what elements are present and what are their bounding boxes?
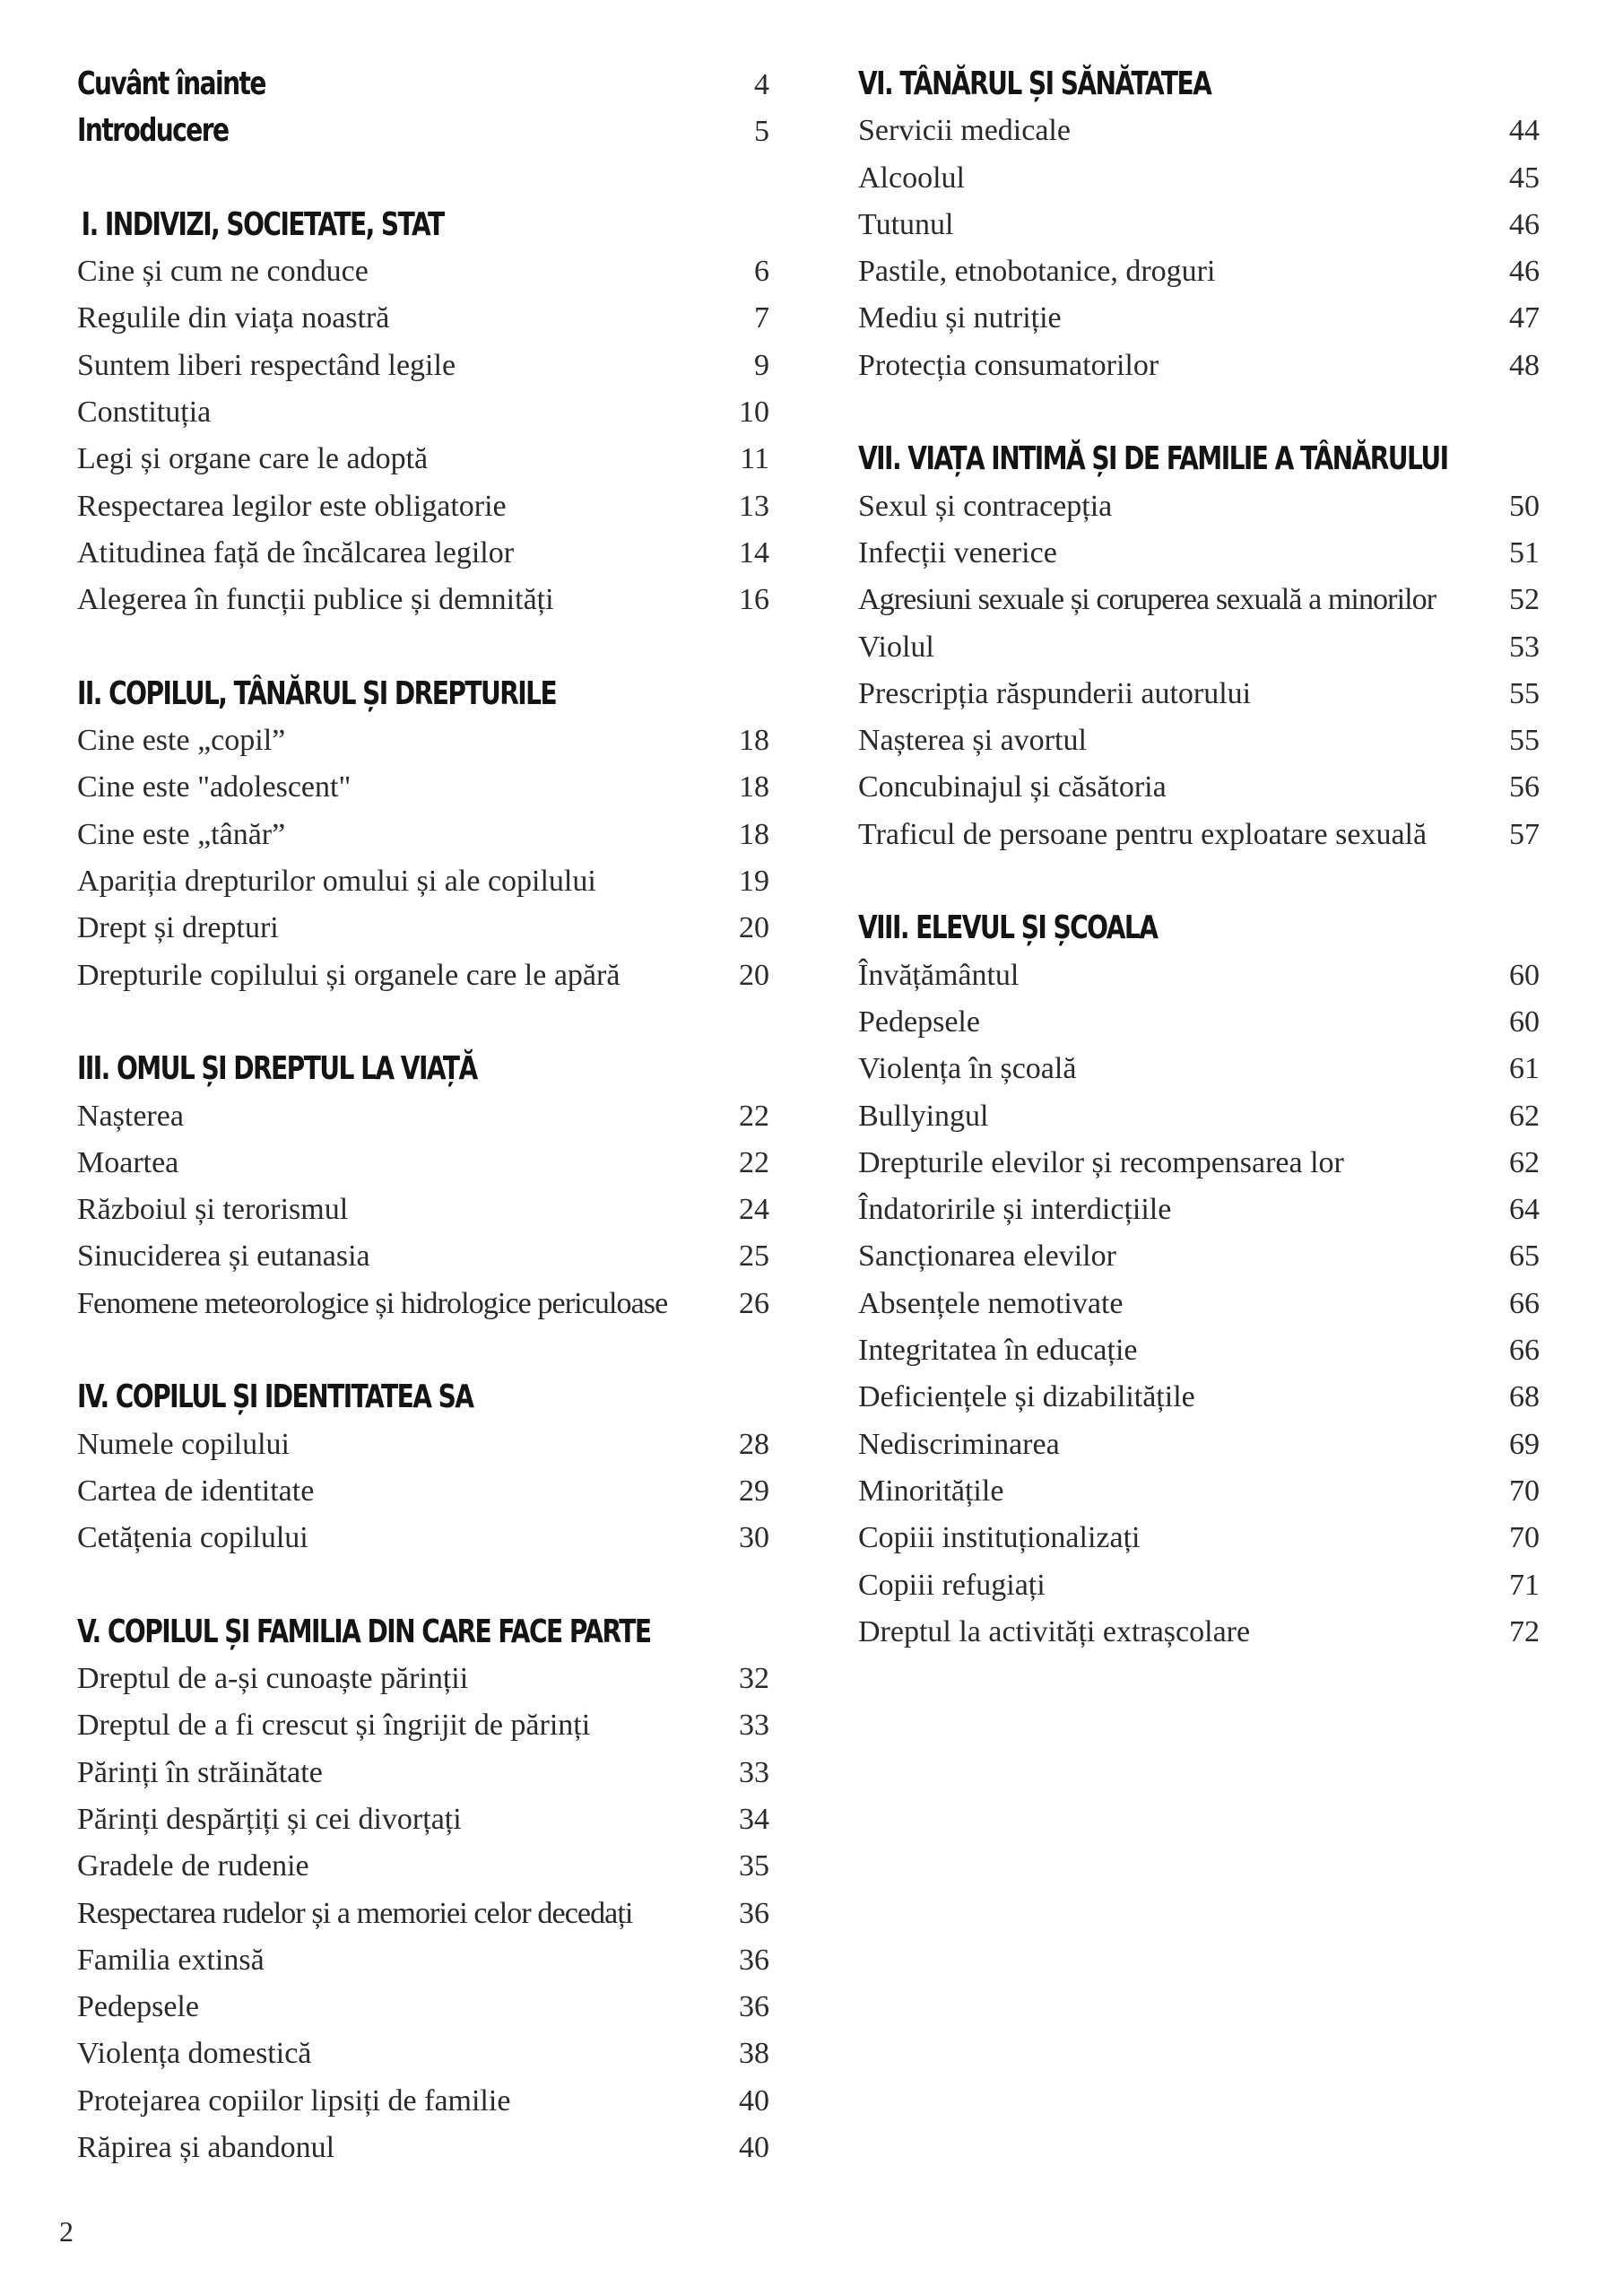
toc-entry-page: 18: [739, 770, 769, 804]
toc-entry-title: Copiii instituționalizați: [858, 1521, 1141, 1555]
toc-entry[interactable]: [858, 812, 1540, 858]
toc-entry-title: Constituția: [77, 396, 212, 430]
toc-entry[interactable]: [77, 764, 769, 811]
toc-entry-title: Cine este "adolescent": [77, 770, 352, 804]
toc-entry[interactable]: [77, 1187, 769, 1233]
toc-entry-title: Războiul și terorismul: [77, 1193, 349, 1227]
toc-entry-page: 9: [754, 348, 769, 382]
toc-entry[interactable]: [858, 1093, 1540, 1140]
toc-entry-page: 16: [739, 583, 769, 617]
toc-entry-page: 36: [739, 1943, 769, 1977]
toc-entry-title: Minoritățile: [858, 1474, 1004, 1508]
spacer: [858, 858, 1540, 905]
toc-entry[interactable]: [858, 530, 1540, 577]
toc-entry-title: Protecția consumatorilor: [858, 348, 1159, 382]
toc-entry-page: 26: [739, 1286, 769, 1320]
toc-entry-title: Cine este „tânăr”: [77, 817, 286, 851]
toc-entry[interactable]: [77, 1891, 769, 1937]
toc-entry-page: 35: [739, 1849, 769, 1883]
toc-entry-page: 34: [739, 1802, 769, 1836]
toc-entry[interactable]: [77, 1468, 769, 1515]
toc-entry-page: 33: [739, 1755, 769, 1789]
toc-entry-page: 24: [739, 1193, 769, 1227]
toc-entry-page: 53: [1509, 630, 1540, 664]
toc-left-column: [77, 61, 769, 2171]
toc-entry[interactable]: [77, 1233, 769, 1280]
toc-entry-page: 57: [1509, 817, 1540, 851]
toc-entry-title: Deficiențele și dizabilitățile: [858, 1380, 1195, 1414]
toc-entry-page: 56: [1509, 770, 1540, 804]
toc-entry-page: 25: [739, 1239, 769, 1274]
toc-entry-title: Dreptul la activități extrașcolare: [858, 1614, 1251, 1648]
toc-entry[interactable]: [77, 905, 769, 952]
toc-entry-title: Tutunul: [858, 207, 954, 241]
toc-entry-page: 46: [1509, 207, 1540, 241]
toc-entry[interactable]: [858, 343, 1540, 389]
toc-entry[interactable]: [858, 1422, 1540, 1468]
spacer: [77, 1327, 769, 1374]
toc-entry-title: Servicii medicale: [858, 114, 1071, 148]
toc-entry[interactable]: [858, 1374, 1540, 1421]
toc-entry-title: Fenomene meteorologice și hidrologice periculoase: [77, 1286, 668, 1320]
toc-entry-page: 32: [739, 1662, 769, 1696]
toc-entry-title: Dreptul de a-și cunoaște părinții: [77, 1662, 469, 1696]
toc-entry-title: Părinți despărțiți și cei divorțați: [77, 1802, 462, 1836]
toc-entry-title: Respectarea rudelor și a memoriei celor decedați: [77, 1896, 633, 1930]
toc-entry-foreword[interactable]: [77, 61, 769, 108]
toc-entry[interactable]: [858, 483, 1540, 530]
toc-entry[interactable]: [77, 2125, 769, 2171]
toc-right-column: [858, 61, 1540, 1656]
spacer: [77, 1562, 769, 1609]
toc-entry-page: 70: [1509, 1474, 1540, 1508]
toc-entry[interactable]: [77, 1750, 769, 1796]
toc-entry-page: 30: [739, 1521, 769, 1555]
toc-entry-page: 44: [1509, 114, 1540, 148]
toc-entry-page: 20: [739, 911, 769, 945]
toc-entry-title: Violul: [858, 630, 934, 664]
toc-entry[interactable]: [858, 1233, 1540, 1280]
toc-entry-title: Dreptul de a fi crescut și îngrijit de părinți: [77, 1709, 591, 1743]
toc-entry-page: 62: [1509, 1145, 1540, 1179]
toc-entry-page: 52: [1509, 583, 1540, 617]
section-heading: III. OMUL ȘI DREPTUL LA VIAȚĂ: [77, 1050, 477, 1088]
toc-entry-title: Violența domestică: [77, 2037, 312, 2071]
toc-entry[interactable]: [77, 1656, 769, 1702]
section-heading: IV. COPILUL ȘI IDENTITATEA SA: [77, 1378, 473, 1416]
toc-entry-page: 22: [739, 1145, 769, 1179]
spacer: [77, 999, 769, 1046]
toc-entry-page: 40: [739, 2083, 769, 2118]
toc-entry-title: Legi și organe care le adoptă: [77, 442, 429, 476]
toc-entry-title: Prescripția răspunderii autorului: [858, 676, 1252, 710]
toc-entry-page: 69: [1509, 1427, 1540, 1461]
toc-entry-title: Drepturile copilului și organele care le apără: [77, 958, 621, 992]
toc-entry[interactable]: [77, 2031, 769, 2077]
toc-entry-title: Violența în școală: [858, 1052, 1077, 1086]
toc-entry-title: Regulile din viața noastră: [77, 301, 390, 335]
toc-entry-page: 13: [739, 489, 769, 523]
toc-entry[interactable]: [858, 1187, 1540, 1233]
toc-entry-title: Nediscriminarea: [858, 1427, 1060, 1461]
toc-entry[interactable]: [77, 1093, 769, 1140]
toc-entry-page: 71: [1509, 1568, 1540, 1602]
toc-entry-title: Nașterea: [77, 1099, 184, 1133]
toc-entry-page: 45: [1509, 161, 1540, 195]
toc-entry[interactable]: [77, 577, 769, 623]
toc-entry[interactable]: [77, 1702, 769, 1749]
toc-entry[interactable]: [77, 295, 769, 342]
toc-entry-page: 55: [1509, 676, 1540, 710]
toc-entry-title: Drepturile elevilor și recompensarea lor: [858, 1145, 1344, 1179]
toc-entry-page: 36: [739, 1990, 769, 2024]
toc-entry[interactable]: [77, 1843, 769, 1890]
toc-entry-title: Pastile, etnobotanice, droguri: [858, 255, 1216, 289]
toc-entry-title: Infecții venerice: [858, 535, 1057, 570]
toc-entry-page: 29: [739, 1474, 769, 1508]
toc-entry[interactable]: [77, 1140, 769, 1187]
toc-entry-page: 18: [739, 724, 769, 758]
toc-entry-page: 36: [739, 1896, 769, 1930]
toc-entry-title: Numele copilului: [77, 1427, 291, 1461]
toc-entry-page: 51: [1509, 535, 1540, 570]
toc-entry[interactable]: [858, 1609, 1540, 1656]
toc-entry-page: 55: [1509, 724, 1540, 758]
toc-entry-page: 33: [739, 1709, 769, 1743]
toc-entry[interactable]: [77, 436, 769, 483]
toc-entry-page: 50: [1509, 489, 1540, 523]
toc-entry-page: 65: [1509, 1239, 1540, 1274]
toc-entry[interactable]: [77, 1937, 769, 1984]
toc-entry[interactable]: [77, 1281, 769, 1327]
toc-entry[interactable]: [77, 1422, 769, 1468]
toc-entry-page: 18: [739, 817, 769, 851]
toc-entry[interactable]: [858, 1515, 1540, 1561]
toc-entry-page: 38: [739, 2037, 769, 2071]
toc-entry-title: Pedepsele: [858, 1004, 980, 1039]
toc-entry-title: Protejarea copiilor lipsiți de familie: [77, 2083, 511, 2118]
toc-entry[interactable]: [77, 2078, 769, 2125]
toc-entry-title: Cine și cum ne conduce: [77, 255, 369, 289]
toc-entry[interactable]: [858, 1281, 1540, 1327]
section-heading: VI. TÂNĂRUL ȘI SĂNĂTATEA: [858, 65, 1211, 102]
toc-entry-title: Cine este „copil”: [77, 724, 286, 758]
toc-entry-title: Moartea: [77, 1145, 179, 1179]
toc-entry-title: Gradele de rudenie: [77, 1849, 309, 1883]
toc-entry-page: 10: [739, 396, 769, 430]
toc-entry[interactable]: [77, 858, 769, 905]
toc-entry-title: Pedepsele: [77, 1990, 199, 2024]
toc-entry-page: 14: [739, 535, 769, 570]
toc-entry-title: Sancționarea elevilor: [858, 1239, 1116, 1274]
toc-entry[interactable]: [858, 108, 1540, 154]
toc-entry[interactable]: [858, 295, 1540, 342]
toc-entry-page: 60: [1509, 958, 1540, 992]
toc-entry-page: 61: [1509, 1052, 1540, 1086]
toc-entry-page: 4: [754, 68, 769, 101]
spacer: [858, 389, 1540, 436]
toc-entry-page: 46: [1509, 255, 1540, 289]
toc-entry-page: 72: [1509, 1614, 1540, 1648]
toc-entry-title: Suntem liberi respectând legile: [77, 348, 456, 382]
toc-right-sections: [858, 61, 1540, 1656]
toc-entry-page: 6: [754, 255, 769, 289]
toc-entry-page: 40: [739, 2131, 769, 2165]
toc-entry-title: Învățământul: [858, 958, 1020, 992]
toc-entry[interactable]: [77, 952, 769, 999]
toc-entry[interactable]: [858, 671, 1540, 718]
section-heading: V. COPILUL ȘI FAMILIA DIN CARE FACE PARTE: [77, 1613, 651, 1650]
toc-entry-page: 11: [740, 442, 769, 476]
toc-entry-page: 47: [1509, 301, 1540, 335]
toc-entry-page: 28: [739, 1427, 769, 1461]
toc-entry-page: 64: [1509, 1193, 1540, 1227]
toc-entry[interactable]: [858, 1046, 1540, 1092]
toc-entry[interactable]: [77, 812, 769, 858]
toc-left-sections: [77, 202, 769, 2171]
toc-entry-title: Integritatea în educație: [858, 1334, 1138, 1368]
toc-entry-page: 60: [1509, 1004, 1540, 1039]
toc-entry-title: Respectarea legilor este obligatorie: [77, 489, 507, 523]
toc-entry-page: 70: [1509, 1521, 1540, 1555]
section-heading: VIII. ELEVUL ȘI ȘCOALA: [858, 909, 1158, 947]
toc-entry-title: Sinuciderea și eutanasia: [77, 1239, 370, 1274]
toc-entry-title: Apariția drepturilor omului și ale copilului: [77, 865, 596, 899]
page-number: 2: [59, 2215, 74, 2248]
toc-entry[interactable]: [77, 248, 769, 295]
toc-entry-title: Drept și drepturi: [77, 911, 279, 945]
toc-entry[interactable]: [858, 764, 1540, 811]
toc-entry[interactable]: [77, 389, 769, 436]
toc-entry-page: 48: [1509, 348, 1540, 382]
toc-entry-title: Introducere: [77, 112, 229, 150]
toc-entry-title: Absențele nemotivate: [858, 1286, 1124, 1320]
section-heading: VII. VIAȚA INTIMĂ ȘI DE FAMILIE A TÂNĂRULUI: [858, 440, 1448, 478]
toc-entry-page: 7: [754, 301, 769, 335]
toc-entry[interactable]: [77, 718, 769, 764]
toc-entry[interactable]: [858, 952, 1540, 999]
toc-entry[interactable]: [77, 530, 769, 577]
toc-entry-title: Alcoolul: [858, 161, 965, 195]
section-heading: I. INDIVIZI, SOCIETATE, STAT: [81, 205, 444, 243]
toc-entry-title: Cetățenia copilului: [77, 1521, 308, 1555]
toc-entry-page: 66: [1509, 1334, 1540, 1368]
toc-entry[interactable]: [858, 202, 1540, 248]
toc-entry-title: Agresiuni sexuale și coruperea sexuală a minorilor: [858, 583, 1436, 617]
toc-entry[interactable]: [77, 1796, 769, 1843]
toc-entry-title: Mediu și nutriție: [858, 301, 1062, 335]
toc-entry[interactable]: [77, 1984, 769, 2031]
toc-entry[interactable]: [858, 624, 1540, 671]
toc-entry-page: 19: [739, 865, 769, 899]
toc-entry[interactable]: [858, 1140, 1540, 1187]
toc-entry[interactable]: [858, 1327, 1540, 1374]
toc-entry-page: 62: [1509, 1099, 1540, 1133]
toc-entry-page: 5: [754, 115, 769, 149]
toc-entry[interactable]: [858, 1468, 1540, 1515]
toc-entry-title: Îndatoririle și interdicțiile: [858, 1193, 1172, 1227]
toc-entry-title: Părinți în străinătate: [77, 1755, 323, 1789]
toc-entry-title: Copiii refugiați: [858, 1568, 1046, 1602]
toc-entry-title: Sexul și contracepția: [858, 489, 1113, 523]
toc-entry-title: Traficul de persoane pentru exploatare sexuală: [858, 817, 1428, 851]
toc-entry[interactable]: [858, 577, 1540, 623]
toc-entry-title: Cartea de identitate: [77, 1474, 315, 1508]
toc-entry[interactable]: [77, 1515, 769, 1561]
toc-entry[interactable]: [858, 155, 1540, 202]
toc-entry-page: 68: [1509, 1380, 1540, 1414]
toc-entry[interactable]: [77, 343, 769, 389]
toc-entry[interactable]: [858, 999, 1540, 1046]
spacer: [77, 155, 769, 202]
toc-entry[interactable]: [858, 248, 1540, 295]
toc-entry[interactable]: [858, 718, 1540, 764]
section-heading: II. COPILUL, TÂNĂRUL ȘI DREPTURILE: [77, 674, 557, 712]
toc-entry[interactable]: [77, 483, 769, 530]
toc-entry-title: Cuvânt înainte: [77, 65, 265, 102]
toc-entry-page: 22: [739, 1099, 769, 1133]
toc-entry-page: 66: [1509, 1286, 1540, 1320]
toc-entry-introduction[interactable]: [77, 108, 769, 154]
toc-entry-title: Familia extinsă: [77, 1943, 265, 1977]
toc-entry[interactable]: [858, 1562, 1540, 1609]
toc-entry-title: Atitudinea față de încălcarea legilor: [77, 535, 515, 570]
toc-entry-title: Concubinajul și căsătoria: [858, 770, 1167, 804]
toc-entry-title: Bullyingul: [858, 1099, 989, 1133]
toc-entry-title: Răpirea și abandonul: [77, 2131, 335, 2165]
spacer: [77, 624, 769, 671]
toc-entry-page: 20: [739, 958, 769, 992]
toc-entry-title: Nașterea și avortul: [858, 724, 1087, 758]
toc-entry-title: Alegerea în funcții publice și demnități: [77, 583, 554, 617]
